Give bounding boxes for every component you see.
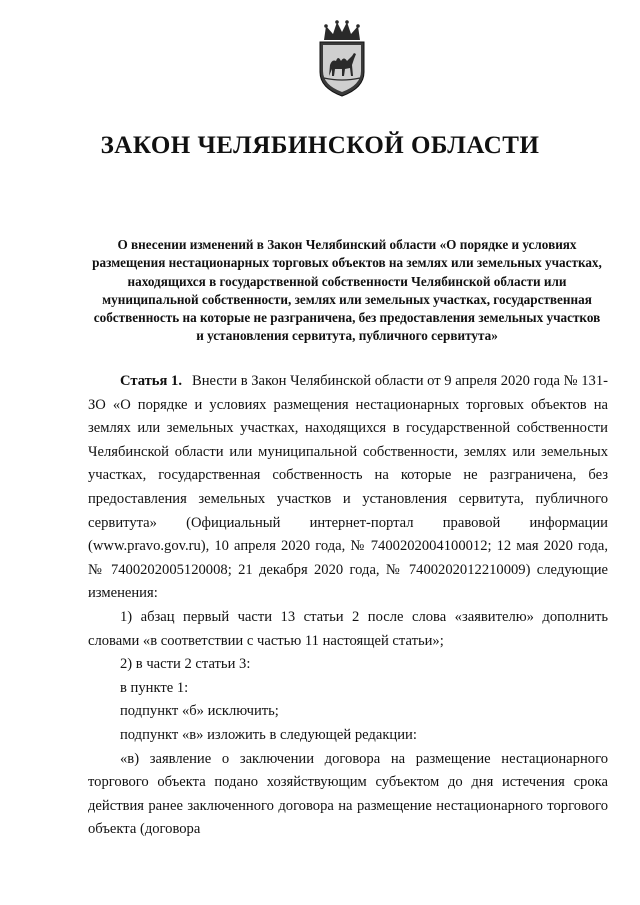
law-title: ЗАКОН ЧЕЛЯБИНСКОЙ ОБЛАСТИ [100,132,540,159]
article-text: Внести в Закон Челябинской области от 9 апреля 2020 года № 131-ЗО «О порядке и условиях размещения нестационарных торговых объектов на землях или земельных участках, находящихся в государственной собственности Челябинской области или муниципальной собственности, землях или земельных участках, государственная собственность на которые не разграничена, без предоставления земельных участков и установления сервитута, публичного сервитута» (Официальный интернет-портал правовой информации (www.pravo.gov.ru), 10 апреля 2020 года, № 7400202004100012; 12 мая 2020 года, № 7400202005120008; 21 декабря 2020 года, № 7400202012210009) следующие изменения: [88,373,608,602]
list-item: 1) абзац первый части 13 статьи 2 после слова «заявителю» дополнить словами «в соответствии с частью 11 настоящей статьи»; [88,608,608,649]
list-item: подпункт «б» исключить; [120,703,279,720]
article-label: Статья 1. [120,373,182,389]
law-subject: О внесении изменений в Закон Челябинский области «О порядке и условиях размещения нестационарных торговых объектов на землях или земельных участках, находящихся в государственной собственности Челябинской области или муниципальной собственности, землях или земельных участках, государственная собственность на которые не разграничена, без предоставления земельных участков и установления сервитута, публичного сервитута» [92,237,602,344]
list-item: «в) заявление о заключении договора на размещение нестационарного торгового объекта подано хозяйствующим субъектом до дня истечения срока действия ранее заключенного договора на размещение нестационарного торгового объекта (договора [88,750,608,838]
list-item: 2) в части 2 статьи 3: [120,656,251,673]
article-paragraph [88,370,608,606]
list-item: подпункт «в» изложить в следующей редакции: [120,726,417,743]
coat-of-arms-icon [314,18,370,98]
law-body [88,370,608,842]
list-item: в пункте 1: [120,679,189,696]
